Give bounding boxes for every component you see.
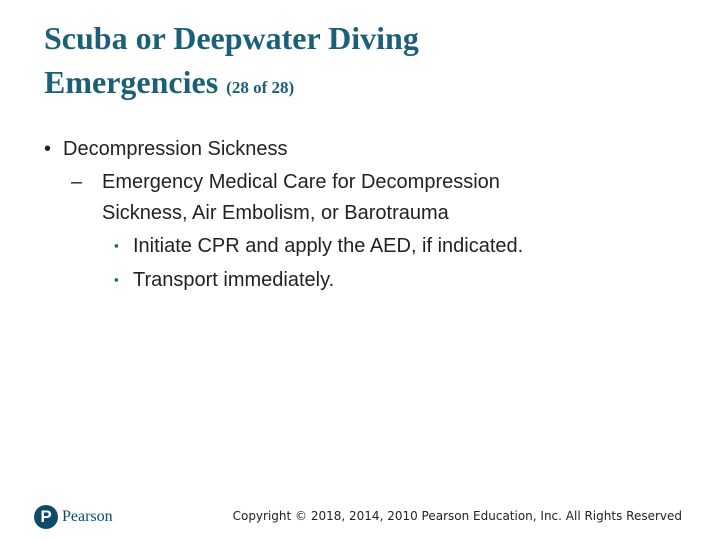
pearson-logo <box>34 504 113 530</box>
slide-counter: (28 of 28) <box>226 78 295 97</box>
pearson-logo-text: Pearson <box>62 508 113 525</box>
bullet-item-emergency-care <box>44 167 684 229</box>
title-line-2-text: Emergencies <box>44 64 219 100</box>
bullet-text: Decompression Sickness <box>63 138 288 160</box>
title-line-1: Scuba or Deepwater Diving <box>44 20 419 56</box>
dash-marker: – <box>71 171 83 193</box>
square-marker: ▪ <box>114 238 119 253</box>
bullet-item-transport <box>44 263 684 297</box>
copyright-notice: Copyright © 2018, 2014, 2010 Pearson Education, Inc. All Rights Reserved <box>232 509 682 523</box>
bullet-item-initiate-cpr <box>44 229 684 263</box>
title-line-2 <box>44 60 684 110</box>
bullet-text: Initiate CPR and apply the AED, if indicated. <box>133 235 524 257</box>
bullet-text-line-2: Sickness, Air Embolism, or Barotrauma <box>102 202 449 224</box>
pearson-logo-icon: P <box>34 505 58 529</box>
bullet-text-line-1: Emergency Medical Care for Decompression <box>102 171 500 193</box>
bullet-list <box>44 136 684 297</box>
bullet-marker: • <box>44 138 52 160</box>
square-marker: ▪ <box>114 272 119 287</box>
slide-title <box>44 16 684 110</box>
bullet-item-decompression-sickness <box>44 136 684 162</box>
bullet-text: Transport immediately. <box>133 269 335 291</box>
